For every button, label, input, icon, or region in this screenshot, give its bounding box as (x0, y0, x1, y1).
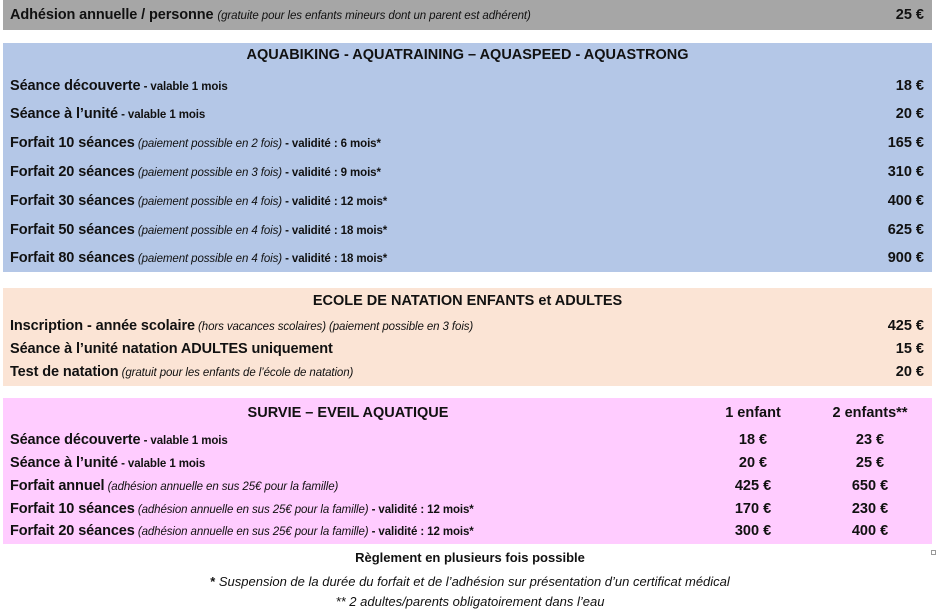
survie-row (3, 474, 932, 498)
survie-col2-header: 2 enfants** (832, 405, 908, 421)
survie-col1-header: 1 enfant (725, 405, 781, 421)
reglement-note: Règlement en plusieurs fois possible (355, 550, 585, 565)
adhesion-row (3, 1, 932, 29)
aqua-row-label (10, 106, 205, 122)
survie-row (3, 497, 932, 521)
aqua-row-validity: - valable 1 mois (118, 109, 206, 121)
survie-row-price-2-enfants: 23 € (855, 432, 885, 448)
survie-row (3, 428, 932, 452)
aqua-row-label (10, 222, 387, 238)
aqua-row-price: 20 € (895, 106, 924, 122)
survie-row-note: (adhésion annuelle en sus 25€ pour la famille) (134, 526, 369, 538)
aqua-row-price: 900 € (887, 250, 924, 266)
ecole-row-label (10, 341, 333, 357)
aqua-row (3, 158, 932, 186)
survie-row-label (10, 432, 228, 448)
aqua-row-label (10, 78, 228, 94)
survie-row-note: (adhésion annuelle en sus 25€ pour la famille) (134, 504, 369, 516)
checkbox-marker (931, 550, 936, 555)
aqua-row-title: Séance à l’unité (10, 106, 118, 122)
aqua-row-validity: - validité : 12 mois* (281, 196, 388, 208)
survie-row-validity: - validité : 12 mois* (368, 504, 474, 516)
aqua-row-title: Forfait 20 séances (10, 164, 135, 180)
survie-heading: SURVIE – EVEIL AQUATIQUE (247, 405, 449, 421)
aqua-row-price: 625 € (887, 222, 924, 238)
survie-row-title: Forfait 10 séances (10, 501, 135, 517)
survie-row-title: Forfait 20 séances (10, 523, 135, 539)
aqua-row-validity: - validité : 6 mois* (281, 138, 381, 150)
aqua-section (3, 43, 932, 272)
adhesion-label (10, 7, 531, 23)
survie-row-title: Forfait annuel (10, 478, 105, 494)
aqua-row (3, 187, 932, 215)
adhesion-title: Adhésion annuelle / personne (10, 7, 214, 23)
aqua-row-title: Forfait 50 séances (10, 222, 135, 238)
ecole-row-price: 425 € (887, 318, 924, 334)
adhesion-price: 25 € (895, 7, 924, 23)
footnote-suspension-text: Suspension de la durée du forfait et de l’adhésion sur présentation d’un certificat médical (215, 574, 730, 589)
aqua-row-price: 400 € (887, 193, 924, 209)
ecole-row (3, 314, 932, 338)
adhesion-note: (gratuite pour les enfants mineurs dont un parent est adhérent) (217, 10, 531, 22)
footnote-adults: ** 2 adultes/parents obligatoirement dans l’eau (335, 594, 605, 609)
survie-row-title: Séance découverte (10, 432, 141, 448)
aqua-row-price: 165 € (887, 135, 924, 151)
aqua-row-validity: - validité : 9 mois* (281, 167, 381, 179)
footnote-suspension (0, 574, 940, 589)
ecole-row-label (10, 318, 473, 334)
survie-header-row (3, 400, 932, 426)
survie-row (3, 519, 932, 543)
aqua-row-label (10, 193, 387, 209)
survie-section (3, 398, 932, 544)
adhesion-section (3, 0, 932, 30)
aqua-row-validity: - validité : 18 mois* (281, 225, 388, 237)
aqua-row-payment-note: (paiement possible en 2 fois) (134, 138, 282, 150)
aqua-row (3, 100, 932, 128)
aqua-row-label (10, 164, 381, 180)
aqua-row-validity: - validité : 18 mois* (281, 253, 388, 265)
survie-row-label (10, 455, 205, 471)
ecole-row-label (10, 364, 353, 380)
survie-row-validity: - valable 1 mois (118, 458, 206, 470)
survie-row-title: Séance à l’unité (10, 455, 118, 471)
survie-row-validity: - valable 1 mois (140, 435, 228, 447)
aqua-row (3, 216, 932, 244)
aqua-heading: AQUABIKING - AQUATRAINING – AQUASPEED - AQUASTRONG (246, 47, 689, 63)
survie-row-price-1-enfant: 300 € (734, 523, 772, 539)
survie-row-price-2-enfants: 400 € (851, 523, 889, 539)
aqua-row (3, 72, 932, 100)
ecole-row-price: 15 € (895, 341, 924, 357)
survie-row-price-1-enfant: 425 € (734, 478, 772, 494)
ecole-section (3, 288, 932, 386)
survie-row-price-2-enfants: 230 € (851, 501, 889, 517)
survie-row-label (10, 501, 474, 517)
survie-row-label (10, 523, 474, 539)
aqua-row-title: Séance découverte (10, 78, 141, 94)
survie-row-note: (adhésion annuelle en sus 25€ pour la famille) (104, 481, 339, 493)
aqua-row-title: Forfait 80 séances (10, 250, 135, 266)
survie-row-price-1-enfant: 18 € (738, 432, 768, 448)
aqua-row-payment-note: (paiement possible en 4 fois) (134, 225, 282, 237)
ecole-row-price: 20 € (895, 364, 924, 380)
aqua-row-title: Forfait 30 séances (10, 193, 135, 209)
aqua-row-price: 310 € (887, 164, 924, 180)
aqua-row-title: Forfait 10 séances (10, 135, 135, 151)
ecole-row-title: Séance à l’unité natation ADULTES uniquement (10, 341, 333, 357)
ecole-row-note: (hors vacances scolaires) (paiement possible en 3 fois) (194, 321, 474, 333)
ecole-row-note: (gratuit pour les enfants de l’école de natation) (118, 367, 354, 379)
aqua-row (3, 129, 932, 157)
footnote-asterisk: * (210, 574, 216, 589)
aqua-row-label (10, 250, 387, 266)
survie-row-price-1-enfant: 20 € (738, 455, 768, 471)
survie-row-price-1-enfant: 170 € (734, 501, 772, 517)
aqua-row-payment-note: (paiement possible en 4 fois) (134, 253, 282, 265)
aqua-row-label (10, 135, 381, 151)
ecole-heading: ECOLE DE NATATION ENFANTS et ADULTES (312, 293, 623, 309)
survie-row-label (10, 478, 338, 494)
ecole-row-title: Test de natation (10, 364, 119, 380)
aqua-row-payment-note: (paiement possible en 3 fois) (134, 167, 282, 179)
aqua-row (3, 244, 932, 272)
survie-row-validity: - validité : 12 mois* (368, 526, 474, 538)
ecole-row (3, 360, 932, 384)
ecole-row-title: Inscription - année scolaire (10, 318, 195, 334)
ecole-row (3, 337, 932, 361)
aqua-row-validity: - valable 1 mois (140, 81, 228, 93)
survie-row (3, 451, 932, 475)
survie-row-price-2-enfants: 650 € (851, 478, 889, 494)
survie-row-price-2-enfants: 25 € (855, 455, 885, 471)
aqua-row-price: 18 € (895, 78, 924, 94)
aqua-row-payment-note: (paiement possible en 4 fois) (134, 196, 282, 208)
